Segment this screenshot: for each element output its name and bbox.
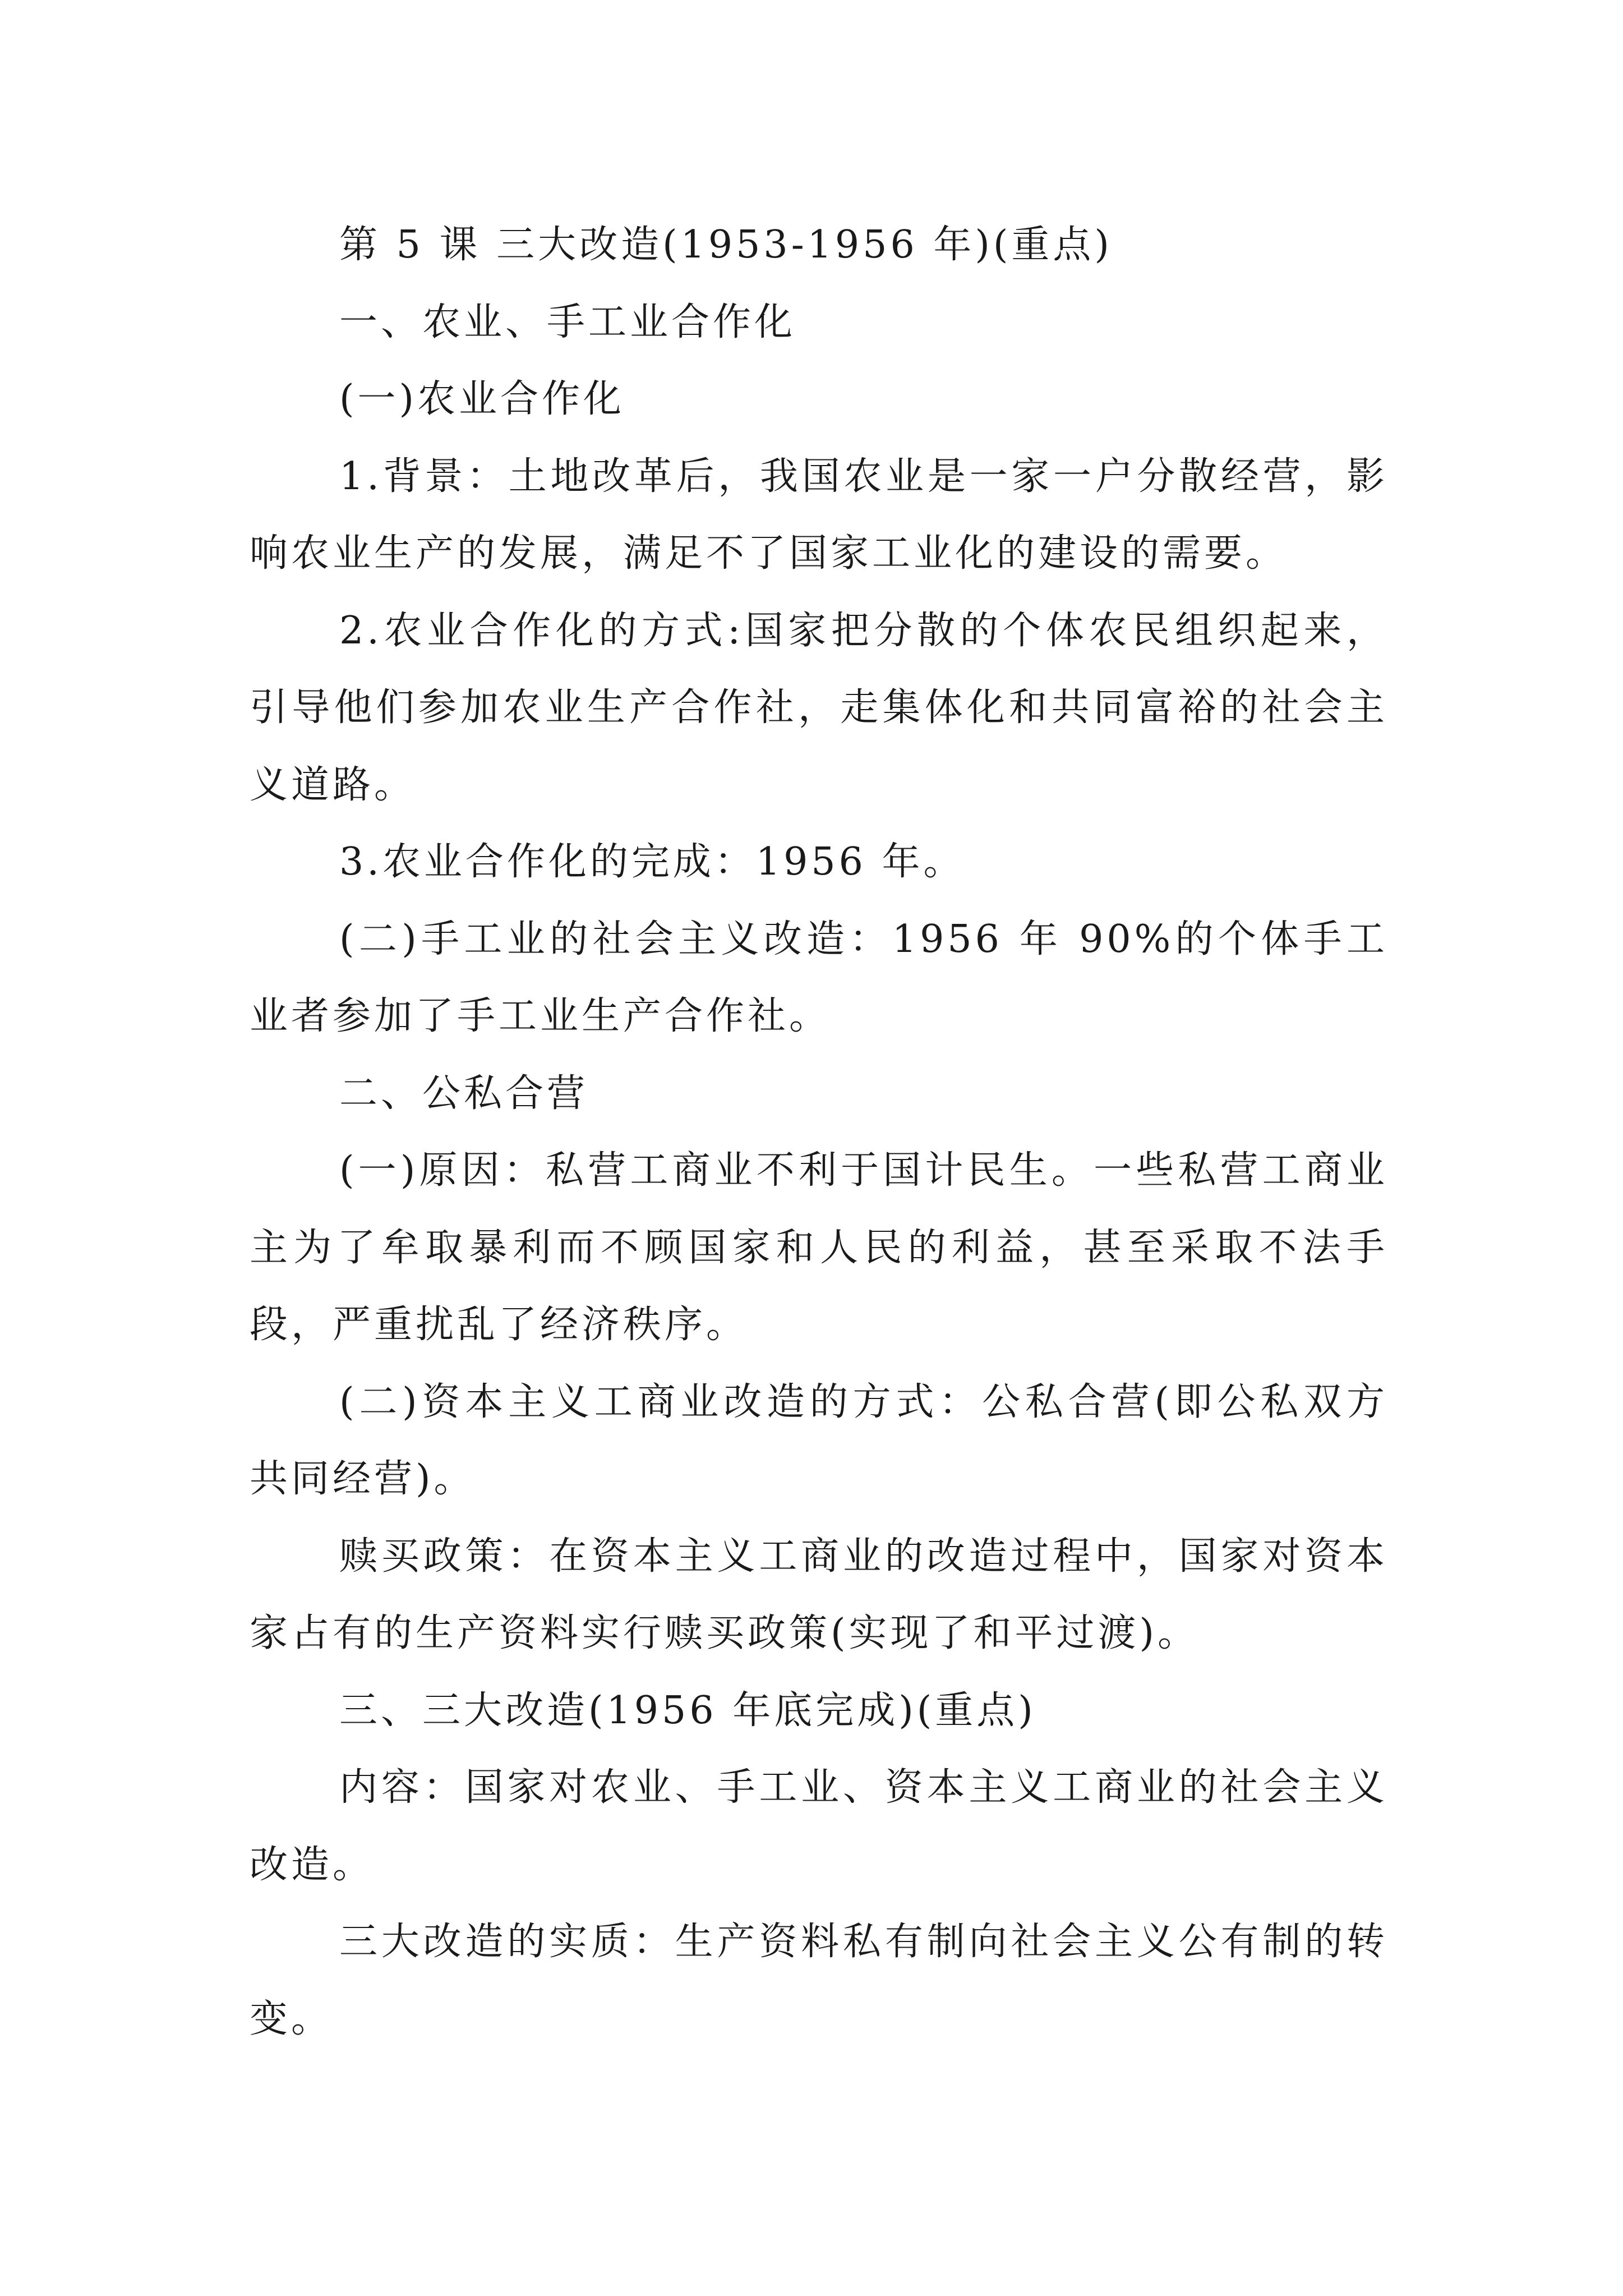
paragraph: (二)资本主义工商业改造的方式：公私合营(即公私双方共同经营)。 [250, 1379, 1388, 1501]
paragraph: 2.农业合作化的方式:国家把分散的个体农民组织起来，引导他们参加农业生产合作社，走集体化和共同富裕的社会主义道路。 [250, 608, 1388, 807]
section-heading: 一、农业、手工业合作化 [339, 300, 796, 344]
lesson-title: 第 5 课 三大改造(1953-1956 年)(重点) [339, 223, 1113, 267]
subsection-heading: (一)农业合作化 [339, 377, 625, 421]
paragraph: 1.背景：土地改革后，我国农业是一家一户分散经营，影响农业生产的发展，满足不了国家工业化的建设的需要。 [250, 454, 1388, 576]
paragraph: 三大改造的实质：生产资料私有制向社会主义公有制的转变。 [250, 1920, 1388, 2041]
paragraph: 内容：国家对农业、手工业、资本主义工商业的社会主义改造。 [250, 1765, 1388, 1887]
document-body [250, 206, 1388, 2058]
section-heading: 二、公私合营 [339, 1071, 589, 1116]
paragraph: (一)原因：私营工商业不利于国计民生。一些私营工商业主为了牟取暴利而不顾国家和人民的利益，甚至采取不法手段，严重扰乱了经济秩序。 [250, 1148, 1388, 1347]
paragraph: (二)手工业的社会主义改造：1956 年 90%的个体手工业者参加了手工业生产合作社。 [250, 917, 1388, 1038]
paragraph: 3.农业合作化的完成：1956 年。 [339, 840, 965, 884]
paragraph: 赎买政策：在资本主义工商业的改造过程中，国家对资本家占有的生产资料实行赎买政策(实现了和平过渡)。 [250, 1534, 1388, 1655]
section-heading: 三、三大改造(1956 年底完成)(重点) [339, 1688, 1036, 1733]
